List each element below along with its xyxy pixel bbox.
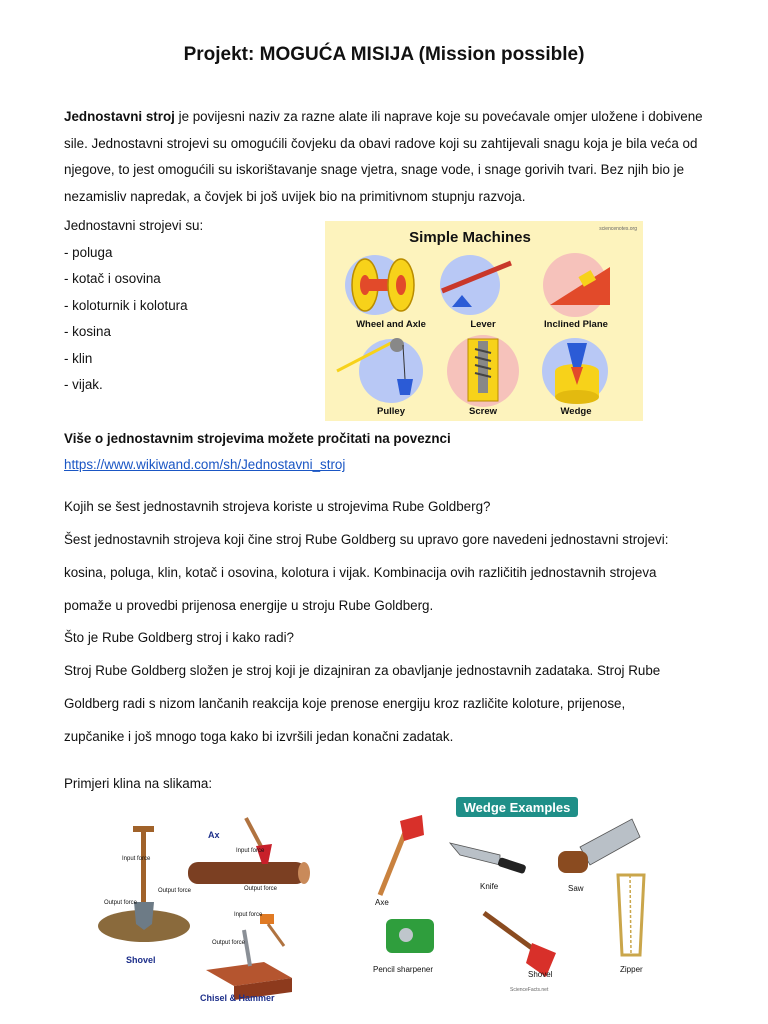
simple-machines-title: Simple Machines bbox=[409, 229, 531, 246]
simple-machines-image bbox=[325, 221, 643, 421]
knife-label: Knife bbox=[480, 882, 499, 891]
list-item: - koloturnik i kolotura bbox=[64, 297, 188, 313]
chisel-output-force-label: Output force bbox=[212, 940, 246, 946]
shovel-output-force-label-right: Output force bbox=[158, 888, 192, 894]
list-item: - kotač i osovina bbox=[64, 271, 161, 286]
list-item: - vijak. bbox=[64, 377, 103, 392]
intro-text: je povijesni naziv za razne alate ili naprave koje su povećavale omjer uložene i dobivene sile. Jednostavni strojevi su omogućili čovjeku da obavi radove koji su zahtijevali snagu koja je bila veća od njegove, to jest omogućili su iskorištavanje snage vjetra, snage vode, i snage gorivih tvari. Bez njih bio je nezamisliv napredak, a čovjek bi još uvijek bio na primitivnom stupnju razvoja. bbox=[64, 109, 703, 204]
list-item: - klin bbox=[64, 350, 93, 366]
ax-output-force-label: Output force bbox=[244, 886, 278, 892]
wedge-examples-image bbox=[360, 795, 672, 1000]
shovel-output-force-label-left: Output force bbox=[104, 900, 138, 906]
question-2: Što je Rube Goldberg stroj i kako radi? bbox=[64, 630, 294, 645]
saw-label: Saw bbox=[568, 884, 584, 893]
list-item: - kosina bbox=[64, 324, 111, 339]
more-info-heading: Više o jednostavnim strojevima možete pročitati na poveznci bbox=[64, 431, 451, 446]
chisel-input-force-label: Input force bbox=[234, 912, 263, 918]
wedge-diagram-image bbox=[96, 806, 314, 1006]
intro-paragraph bbox=[64, 104, 709, 210]
intro-bold-term: Jednostavni stroj bbox=[64, 109, 175, 124]
ax-label: Ax bbox=[208, 830, 220, 840]
label-lever: Lever bbox=[470, 319, 496, 330]
answer-2-line-1: Stroj Rube Goldberg složen je stroj koji je dizajniran za obavljanje jednostavnih zadataka. Stroj Rube bbox=[64, 663, 661, 678]
answer-1-line-3: pomaže u provedbi prijenosa energije u stroju Rube Goldberg. bbox=[64, 598, 434, 613]
zipper-label: Zipper bbox=[620, 965, 643, 974]
wedge-examples-title: Wedge Examples bbox=[463, 800, 571, 815]
wikiwand-link[interactable]: https://www.wikiwand.com/sh/Jednostavni_stroj bbox=[64, 457, 346, 472]
answer-2-line-3: zupčanike i još mnogo toga kako bi izvršili jedan konačni zadatak. bbox=[64, 729, 454, 744]
label-wedge: Wedge bbox=[560, 406, 592, 417]
answer-1-line-1: Šest jednostavnih strojeva koji čine stroj Rube Goldberg su upravo gore navedeni jednostavni strojevi: bbox=[64, 532, 669, 547]
pencil-sharpener-label: Pencil sharpener bbox=[373, 965, 434, 974]
list-heading: Jednostavni strojevi su: bbox=[64, 218, 204, 233]
wedge-examples-source: ScienceFacts.net bbox=[510, 987, 549, 993]
examples-caption: Primjeri klina na slikama: bbox=[64, 776, 213, 791]
label-wheel-and-axle: Wheel and Axle bbox=[356, 319, 426, 330]
ax-input-force-label: Input force bbox=[236, 848, 265, 854]
page-title: Projekt: MOGUĆA MISIJA (Mission possible) bbox=[183, 44, 585, 65]
label-pulley: Pulley bbox=[377, 406, 405, 417]
label-screw: Screw bbox=[469, 406, 497, 417]
simple-machines-list bbox=[64, 213, 203, 399]
shovel-label: Shovel bbox=[126, 955, 156, 965]
answer-1-line-2: kosina, poluga, klin, kotač i osovina, kolotura i vijak. Kombinacija ovih različitih jednostavnih strojeva bbox=[64, 565, 657, 580]
more-info-link-line bbox=[64, 457, 345, 472]
simple-machines-source: sciencenotes.org bbox=[599, 226, 637, 232]
shovel-example-label: Shovel bbox=[528, 970, 553, 979]
question-1: Kojih se šest jednostavnih strojeva koriste u strojevima Rube Goldberg? bbox=[64, 499, 491, 514]
answer-2-line-2: Goldberg radi s nizom lančanih reakcija koje prenose energiju kroz različite koloture, prijenose, bbox=[64, 696, 626, 711]
list-item: - poluga bbox=[64, 244, 113, 260]
chisel-hammer-label: Chisel & Hammer bbox=[200, 993, 275, 1003]
shovel-input-force-label: Input force bbox=[122, 856, 151, 862]
label-inclined-plane: Inclined Plane bbox=[544, 319, 608, 330]
axe-label: Axe bbox=[375, 898, 389, 907]
